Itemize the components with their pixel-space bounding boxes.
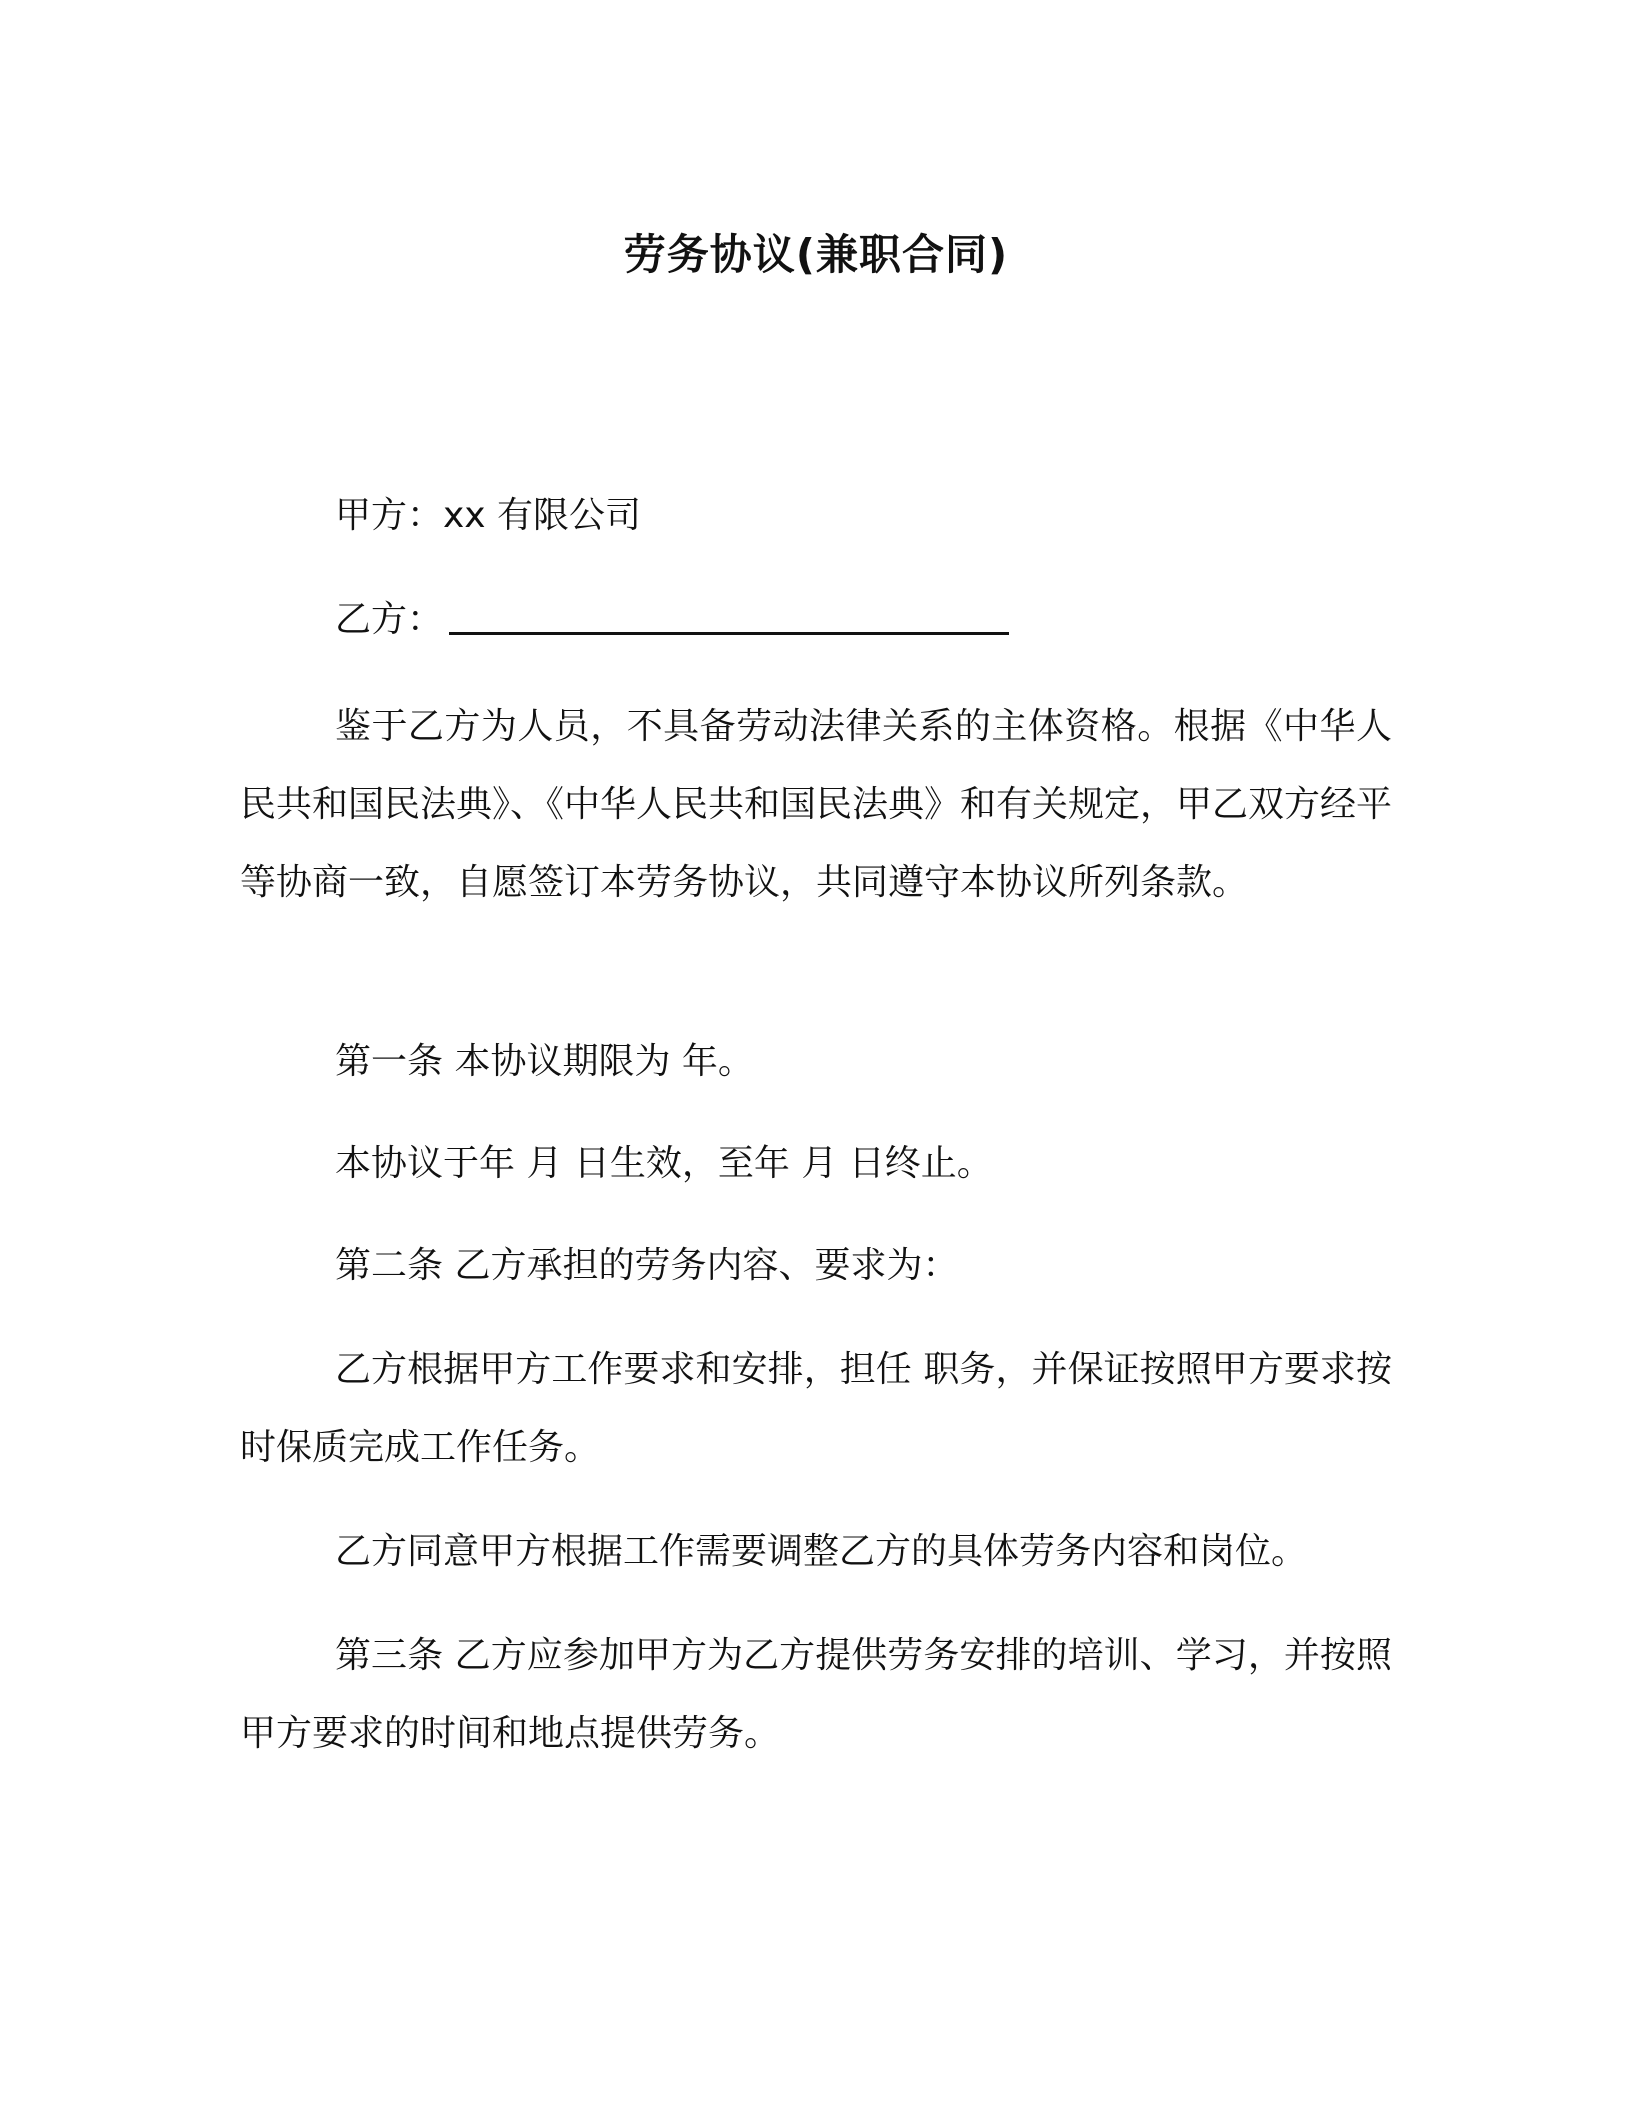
article-2-duty: 乙方根据甲方工作要求和安排，担任 职务，并保证按照甲方要求按时保质完成工作任务。 [240, 1349, 1392, 1468]
article-1-effective: 本协议于年 月 日生效，至年 月 日终止。 [335, 1143, 993, 1184]
article-3: 第三条 乙方应参加甲方为乙方提供劳务安排的培训、学习，并按照甲方要求的时间和地点提供劳务。 [240, 1635, 1392, 1754]
article-2-adjust: 乙方同意甲方根据工作需要调整乙方的具体劳务内容和岗位。 [335, 1531, 1308, 1572]
party-b [335, 598, 1009, 642]
article-2: 第二条 乙方承担的劳务内容、要求为： [335, 1245, 959, 1286]
article-1: 第一条 本协议期限为 年。 [335, 1041, 754, 1082]
party-b-label: 乙方： [335, 599, 444, 640]
party-a: 甲方：xx 有限公司 [335, 495, 642, 536]
party-b-blank-line [449, 598, 1009, 635]
preamble-paragraph: 鉴于乙方为人员，不具备劳动法律关系的主体资格。根据《中华人民共和国民法典》、《中华人民共和国民法典》和有关规定，甲乙双方经平等协商一致，自愿签订本劳务协议，共同遵守本协议所列条款。 [240, 706, 1393, 903]
document-title: 劳务协议(兼职合同) [623, 230, 1009, 279]
